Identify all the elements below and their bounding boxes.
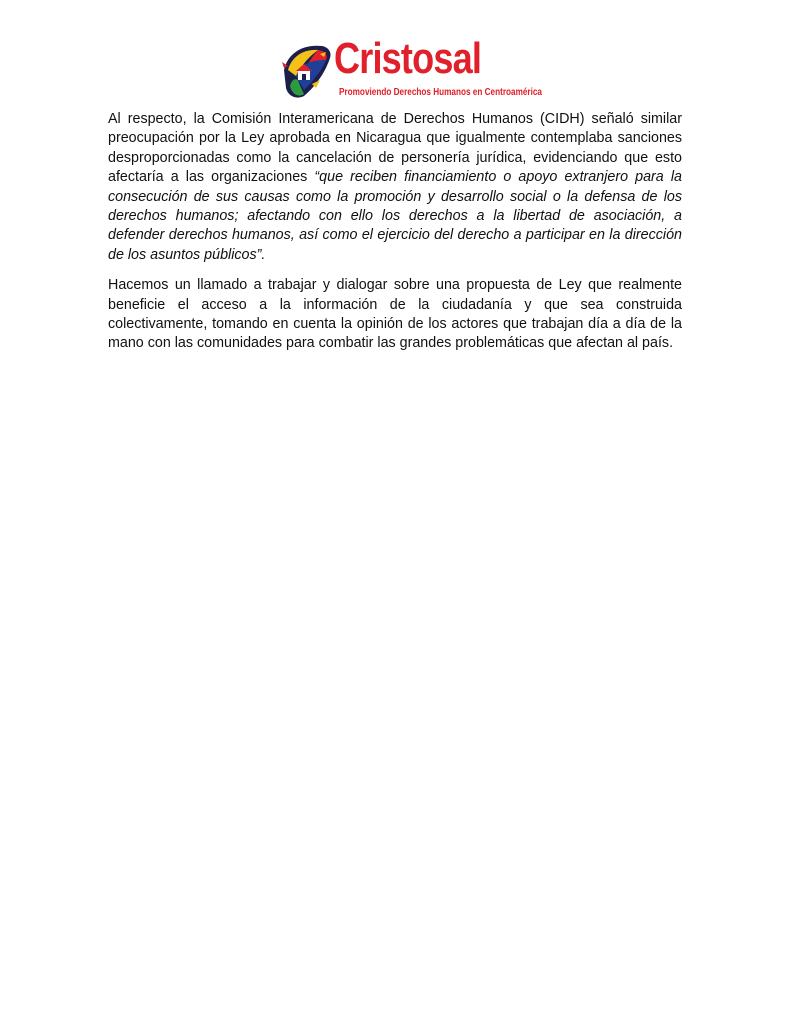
document-body [108, 110, 682, 365]
bird-house-logo-icon [282, 40, 334, 102]
cristosal-logo [282, 34, 542, 106]
paragraph-cidh-intro: Al respecto, la Comisión Interamericana de Derechos Humanos (CIDH) señaló similar preocupación por la Ley aprobada en Nicaragua que igualmente contemplaba sanciones desproporcionadas como la cancelación de personería jurídica, evidenciando que esto afectaría a las organizaciones [108, 111, 682, 186]
brand-name: Cristosal [334, 34, 482, 83]
page-header [0, 34, 790, 106]
cidh-quote: “que reciben financiamiento o apoyo extranjero para la consecución de sus causas como la promoción y desarrollo social o la defensa de los derechos humanos; afectando con ello los derechos a la libertad de asociación, a defender derechos humanos, así como el ejercicio del derecho a participar en la dirección de los asuntos públicos”. [108, 169, 682, 263]
brand-tagline: Promoviendo Derechos Humanos en Centroamérica [339, 86, 542, 98]
paragraph-cidh [108, 110, 682, 265]
paragraph-call-to-action: Hacemos un llamado a trabajar y dialogar sobre una propuesta de Ley que realmente beneficie el acceso a la información de la ciudadanía y que sea construida colectivamente, tomando en cuenta la opinión de los actores que trabajan día a día de la mano con las comunidades para combatir las grandes problemáticas que afectan al país. [108, 277, 682, 352]
